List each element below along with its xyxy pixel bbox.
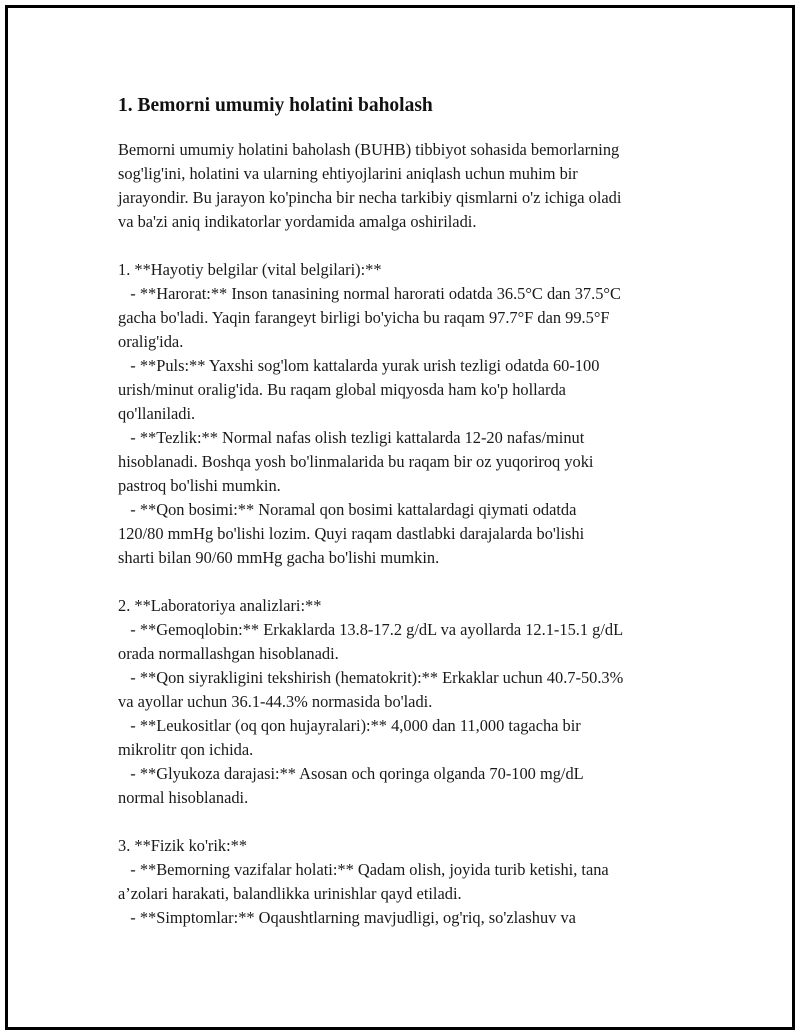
text-line: sog'lig'ini, holatini va ularning ehtiyojlarini aniqlash uchun muhim bir bbox=[118, 164, 578, 183]
text-line: - **Leukositlar (oq qon hujayralari):** 4,000 dan 11,000 tagacha bir bbox=[118, 716, 581, 735]
page-frame bbox=[5, 5, 795, 1030]
text-line: normal hisoblanadi. bbox=[118, 788, 249, 807]
text-line: hisoblanadi. Boshqa yosh bo'linmalarida bu raqam bir oz yuqoriroq yoki bbox=[118, 452, 594, 471]
blank-line bbox=[118, 234, 698, 258]
paragraph-lines bbox=[118, 138, 698, 930]
text-line: jarayondir. Bu jarayon ko'pincha bir necha tarkibiy qismlarni o'z ichiga oladi bbox=[118, 188, 622, 207]
text-line: sharti bilan 90/60 mmHg gacha bo'lishi mumkin. bbox=[118, 548, 440, 567]
text-line: 3. **Fizik ko'rik:** bbox=[118, 836, 248, 855]
text-line: - **Harorat:** Inson tanasining normal harorati odatda 36.5°C dan 37.5°C bbox=[118, 284, 621, 303]
text-line: - **Simptomlar:** Oqaushtlarning mavjudligi, og'riq, so'zlashuv va bbox=[118, 908, 576, 927]
text-line: - **Tezlik:** Normal nafas olish tezligi kattalarda 12-20 nafas/minut bbox=[118, 428, 585, 447]
text-line: - **Qon bosimi:** Noramal qon bosimi kattalardagi qiymati odatda bbox=[118, 500, 577, 519]
text-line: urish/minut oralig'ida. Bu raqam global miqyosda ham ko'p hollarda bbox=[118, 380, 566, 399]
text-line: - **Gemoqlobin:** Erkaklarda 13.8-17.2 g/dL va ayollarda 12.1-15.1 g/dL bbox=[118, 620, 624, 639]
text-line: a’zolari harakati, balandlikka urinishlar qayd etiladi. bbox=[118, 884, 462, 903]
text-line: 2. **Laboratoriya analizlari:** bbox=[118, 596, 322, 615]
text-line: mikrolitr qon ichida. bbox=[118, 740, 254, 759]
text-line: va ba'zi aniq indikatorlar yordamida amalga oshiriladi. bbox=[118, 212, 477, 231]
text-line: Bemorni umumiy holatini baholash (BUHB) tibbiyot sohasida bemorlarning bbox=[118, 140, 620, 159]
text-line: - **Puls:** Yaxshi sog'lom kattalarda yurak urish tezligi odatda 60-100 bbox=[118, 356, 600, 375]
text-line: - **Glyukoza darajasi:** Asosan och qoringa olganda 70-100 mg/dL bbox=[118, 764, 584, 783]
text-line: 120/80 mmHg bo'lishi lozim. Quyi raqam dastlabki darajalarda bo'lishi bbox=[118, 524, 585, 543]
blank-line bbox=[118, 570, 698, 594]
text-line: pastroq bo'lishi mumkin. bbox=[118, 476, 281, 495]
blank-line bbox=[118, 810, 698, 834]
text-line: gacha bo'ladi. Yaqin farangeyt birligi bo'yicha bu raqam 97.7°F dan 99.5°F bbox=[118, 308, 610, 327]
text-line: qo'llaniladi. bbox=[118, 404, 196, 423]
section-heading: 1. Bemorni umumiy holatini baholash bbox=[118, 95, 433, 116]
document-body bbox=[118, 92, 698, 930]
text-line: - **Bemorning vazifalar holati:** Qadam olish, joyida turib ketishi, tana bbox=[118, 860, 609, 879]
text-line: orada normallashgan hisoblanadi. bbox=[118, 644, 339, 663]
text-line: va ayollar uchun 36.1-44.3% normasida bo'ladi. bbox=[118, 692, 433, 711]
text-line: oralig'ida. bbox=[118, 332, 184, 351]
text-line: 1. **Hayotiy belgilar (vital belgilari):** bbox=[118, 260, 382, 279]
text-line: - **Qon siyrakligini tekshirish (hematokrit):** Erkaklar uchun 40.7-50.3% bbox=[118, 668, 624, 687]
